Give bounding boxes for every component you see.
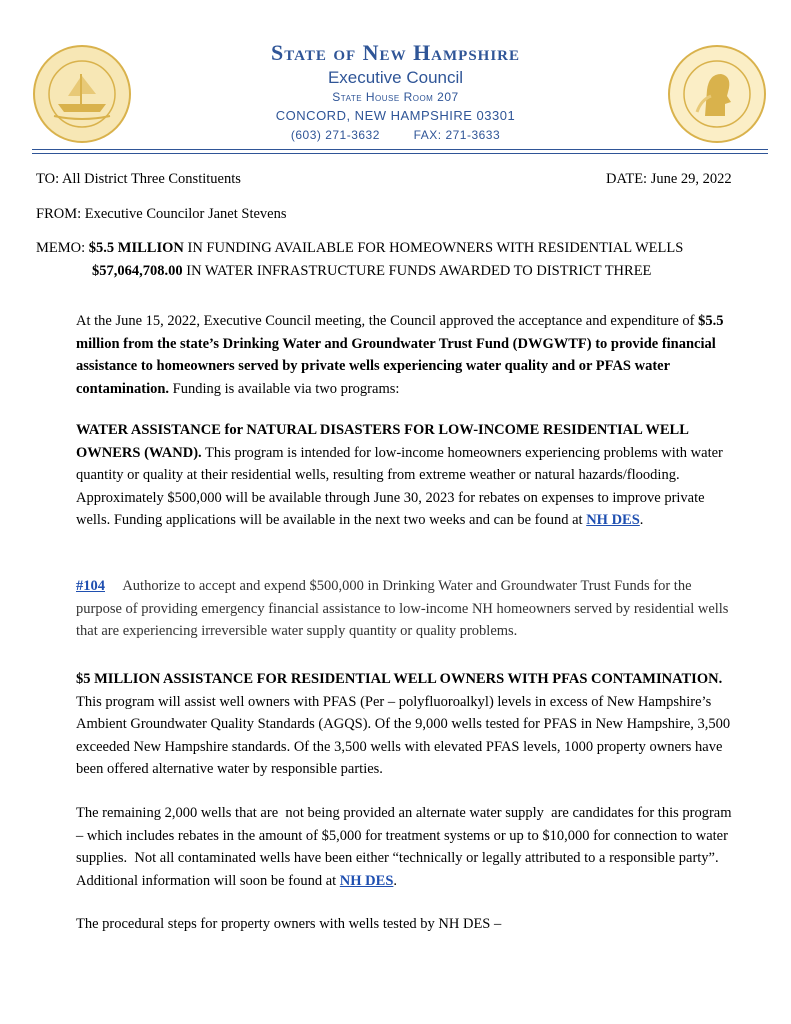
header-rule-top	[32, 149, 768, 150]
date-value: June 29, 2022	[650, 171, 732, 187]
pfas-text: This program will assist well owners with PFAS (Per – polyfluoroalkyl) levels in excess of New Hampshire’s Ambient Groundwater Quality Standards (AGQS). Of the 9,000 wells tested for PFAS in New Hampshire, 3,500 exceeded New Hampshire standards. Of the 3,500 wells with elevated PFAS levels, 1000 property owners have been offered alternative water by responsible parties.	[76, 693, 731, 777]
memo-subject-2: IN WATER INFRASTRUCTURE FUNDS AWARDED TO DISTRICT THREE	[182, 263, 652, 279]
to-label: TO:	[36, 171, 60, 187]
wand-paragraph	[76, 419, 736, 532]
to-value: All District Three Constituents	[61, 171, 241, 187]
memo-subject-1: IN FUNDING AVAILABLE FOR HOMEOWNERS WITH RESIDENTIAL WELLS	[183, 240, 684, 256]
to-line	[36, 170, 241, 189]
fax-number: FAX: 271-3633	[413, 128, 501, 142]
header-rule-bottom	[32, 153, 768, 154]
wand-end: .	[639, 512, 644, 528]
item-104-text: Authorize to accept and expend $500,000 in Drinking Water and Groundwater Trust Funds for the purpose of providing emergency financial assistance to low-income NH homeowners served by residential wells that are experiencing irreversible water supply quantity or quality problems.	[76, 578, 733, 639]
nh-des-link[interactable]: NH DES	[586, 512, 640, 528]
from-label: FROM:	[36, 206, 82, 222]
letterhead-room: State House Room 207	[332, 90, 459, 104]
phone-number: (603) 271-3632	[290, 128, 380, 142]
intro-tail-text: Funding is available via two programs:	[169, 380, 400, 397]
remaining-wells-paragraph	[76, 802, 736, 892]
memo-line-1	[36, 239, 683, 258]
intro-text: At the June 15, 2022, Executive Council meeting, the Council approved the acceptance and expenditure of	[76, 313, 699, 329]
letterhead-address: CONCORD, NEW HAMPSHIRE 03301	[275, 108, 516, 123]
date-line	[606, 170, 732, 189]
pfas-paragraph	[76, 668, 736, 781]
letterhead-contact	[0, 128, 791, 142]
memo-amount-1: $5.5 MILLION	[88, 240, 184, 256]
wand-text: This program is intended for low-income homeowners experiencing problems with water quantity or quality at their residential wells, resulting from extreme weather or natural hazards/flooding. Approximately $500,000 will be available through June 30, 2023 for rebates on expenses to improve private wells. Funding applications will be available in the next two weeks and can be found at	[76, 444, 723, 528]
remaining-text: The remaining 2,000 wells that are not being provided an alternate water supply are candidates for this program – which includes rebates in the amount of $5,000 for treatment systems or up to $10,000 for connection to water supplies. Not all contaminated wells have been either “technically or legally attributed to a responsible party”. Additional information will soon be found at	[76, 805, 736, 889]
intro-bold-text: $5.5 million from the state’s Drinking Water and Groundwater Trust Fund (DWGWTF) to provide financial assistance to homeowners served by private wells experiencing water quality and or PFAS water contamination.	[76, 313, 724, 397]
steps-text: The procedural steps for property owners with wells tested by NH DES –	[76, 916, 502, 932]
letterhead-subtitle: Executive Council	[327, 68, 464, 87]
from-value: Executive Councilor Janet Stevens	[84, 206, 287, 222]
pfas-heading: $5 MILLION ASSISTANCE FOR RESIDENTIAL WELL OWNERS WITH PFAS CONTAMINATION.	[76, 671, 723, 687]
memo-amount-2: $57,064,708.00	[92, 263, 183, 279]
nh-des-link-2[interactable]: NH DES	[339, 872, 394, 889]
intro-paragraph	[76, 310, 736, 400]
memo-line-2	[92, 262, 651, 281]
procedural-steps-paragraph	[76, 913, 736, 936]
date-label: DATE:	[606, 171, 648, 187]
from-line	[36, 205, 287, 224]
remaining-end: .	[393, 872, 398, 889]
letterhead-title: State of New Hampshire	[270, 40, 521, 65]
wand-heading: WATER ASSISTANCE for NATURAL DISASTERS FOR LOW-INCOME RESIDENTIAL WELL OWNERS (WAND).	[76, 422, 689, 461]
item-104-paragraph	[76, 575, 736, 643]
memo-label: MEMO:	[36, 240, 86, 256]
item-104-link[interactable]: #104	[76, 578, 105, 594]
